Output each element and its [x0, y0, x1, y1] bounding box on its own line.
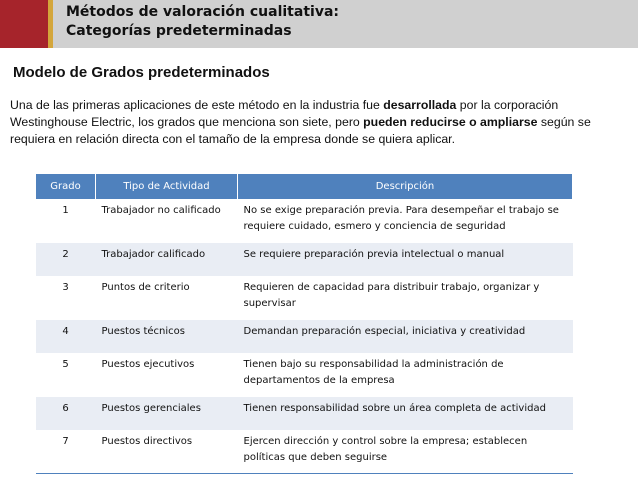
column-header-grado: Grado: [36, 174, 96, 200]
intro-paragraph: [10, 97, 630, 148]
cell-descripcion: Demandan preparación especial, iniciativa y creatividad: [238, 320, 573, 354]
banner-accent-block: [0, 0, 48, 48]
cell-tipo: Puestos gerenciales: [96, 397, 238, 431]
cell-grado: 7: [36, 431, 96, 474]
cell-tipo: Puestos técnicos: [96, 320, 238, 354]
slide-title-line2: Categorías predeterminadas: [66, 23, 292, 39]
cell-descripcion: Ejercen dirección y control sobre la empresa; establecen políticas que deben seguirse: [238, 431, 573, 474]
table-row: [36, 320, 573, 354]
slide-title: [66, 3, 339, 41]
cell-tipo: Puntos de criterio: [96, 277, 238, 320]
column-header-descripcion: Descripción: [238, 174, 573, 200]
cell-grado: 2: [36, 243, 96, 277]
banner-gold-stripe: [48, 0, 53, 48]
cell-grado: 1: [36, 200, 96, 243]
intro-bold-1: desarrollada: [383, 98, 457, 112]
cell-descripcion: Requieren de capacidad para distribuir trabajo, organizar y supervisar: [238, 277, 573, 320]
intro-text-2: por la corporación Westinghouse Electric, los grados que menciona son siete, pero: [10, 98, 559, 129]
table-row: [36, 431, 573, 474]
section-title: Modelo de Grados predeterminados: [13, 64, 270, 81]
slide-title-line1: Métodos de valoración cualitativa:: [66, 4, 339, 20]
intro-text-3: según se requiera en relación directa con el tamaño de la empresa donde se quiera aplicar.: [10, 115, 591, 146]
table-row: [36, 200, 573, 243]
table-row: [36, 397, 573, 431]
cell-descripcion: No se exige preparación previa. Para desempeñar el trabajo se requiere cuidado, esmero y conciencia de seguridad: [238, 200, 573, 243]
cell-descripcion: Se requiere preparación previa intelectual o manual: [238, 243, 573, 277]
cell-grado: 3: [36, 277, 96, 320]
cell-grado: 4: [36, 320, 96, 354]
column-header-tipo: Tipo de Actividad: [96, 174, 238, 200]
cell-tipo: Trabajador no calificado: [96, 200, 238, 243]
table-header-row: [36, 174, 573, 200]
cell-descripcion: Tienen responsabilidad sobre un área completa de actividad: [238, 397, 573, 431]
cell-grado: 6: [36, 397, 96, 431]
table-row: [36, 354, 573, 397]
cell-descripcion: Tienen bajo su responsabilidad la administración de departamentos de la empresa: [238, 354, 573, 397]
cell-tipo: Puestos ejecutivos: [96, 354, 238, 397]
cell-grado: 5: [36, 354, 96, 397]
intro-text-1: Una de las primeras aplicaciones de este método en la industria fue: [10, 98, 384, 112]
title-banner: [0, 0, 638, 48]
grades-table: [35, 173, 573, 474]
cell-tipo: Trabajador calificado: [96, 243, 238, 277]
table-row: [36, 243, 573, 277]
cell-tipo: Puestos directivos: [96, 431, 238, 474]
intro-bold-2: pueden reducirse o ampliarse: [363, 115, 538, 129]
table-row: [36, 277, 573, 320]
